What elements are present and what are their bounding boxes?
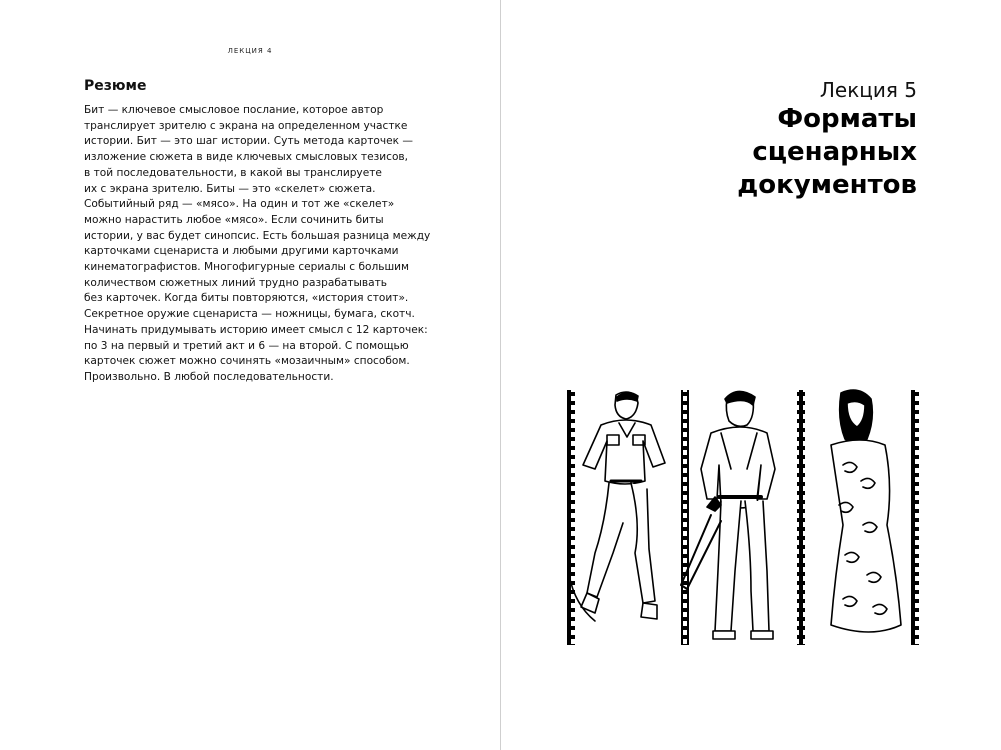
- summary-heading: Резюме: [84, 78, 147, 94]
- left-page: [0, 0, 500, 750]
- summary-line: без карточек. Когда биты повторяются, «история стоит».: [84, 292, 409, 305]
- summary-line: транслирует зрителю с экрана на определенном участке: [84, 119, 408, 132]
- lecture-label: Лекция 5: [819, 78, 917, 102]
- summary-line: карточками сценариста и любыми другими карточками: [84, 245, 399, 258]
- summary-line: Произвольно. В любой последовательности.: [84, 370, 334, 383]
- patterned-dress-woman-icon: [831, 390, 901, 632]
- summary-line: количеством сюжетных линий трудно разрабатывать: [84, 276, 388, 289]
- title-line: Форматы: [777, 104, 917, 134]
- summary-line: истории, у вас будет синопсис. Есть большая разница между: [84, 229, 431, 242]
- summary-line: истории. Бит — это шаг истории. Суть метода карточек —: [84, 135, 413, 148]
- film-strip-characters-illustration: [561, 385, 926, 650]
- summary-line: Секретное оружие сценариста — ножницы, бумага, скотч.: [84, 308, 415, 321]
- summary-line: по 3 на первый и третий акт и 6 — на второй. С помощью: [84, 339, 409, 352]
- summary-line: Начинать придумывать историю имеет смысл с 12 карточек:: [84, 323, 428, 336]
- right-page: [501, 0, 1001, 750]
- lecture-title: [657, 103, 917, 202]
- summary-line: Событийный ряд — «мясо». На один и тот же «скелет»: [84, 198, 395, 211]
- summary-line: изложение сюжета в виде ключевых смысловых тезисов,: [84, 151, 409, 164]
- summary-line: в той последовательности, в какой вы транслируете: [84, 166, 382, 179]
- title-line: документов: [737, 170, 917, 200]
- summary-line: кинематографистов. Многофигурные сериалы с большим: [84, 261, 410, 274]
- summary-body: [84, 103, 444, 386]
- running-head: ЛЕКЦИЯ 4: [227, 47, 273, 55]
- title-line: сценарных: [752, 137, 917, 167]
- running-man-icon: [569, 392, 665, 621]
- summary-line: их с экрана зрителю. Биты — это «скелет» сюжета.: [84, 182, 376, 195]
- summary-line: Бит — ключевое смысловое послание, которое автор: [84, 104, 384, 116]
- summary-line: карточек сюжет можно сочинять «мозаичным» способом.: [84, 355, 410, 368]
- summary-line: можно нарастить любое «мясо». Если сочинить биты: [84, 213, 384, 226]
- swordsman-icon: [681, 391, 775, 639]
